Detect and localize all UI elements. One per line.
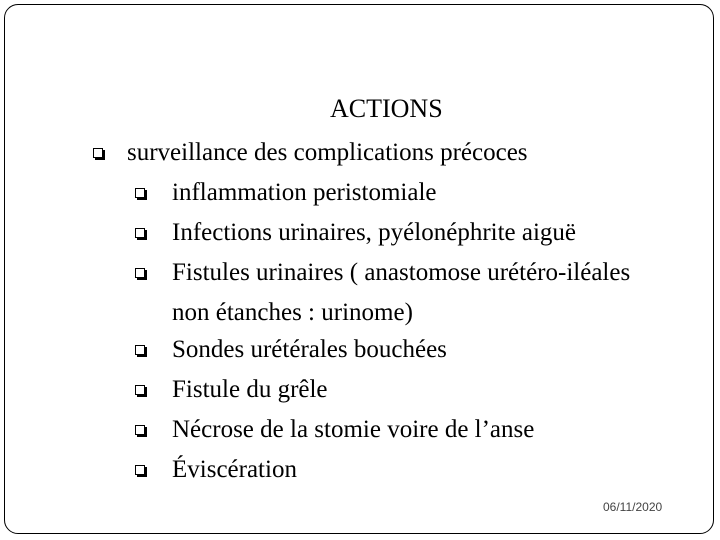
sub-bullet-text: Fistules urinaires ( anastomose urétéro-iléales <box>172 259 631 286</box>
sub-bullet-item <box>135 370 328 410</box>
sub-bullet-text: inflammation peristomiale <box>172 179 437 206</box>
main-bullet-text: surveillance des complications précoces <box>127 139 528 166</box>
sub-bullet-text: Sondes urétérales bouchées <box>172 336 447 363</box>
sub-bullet-text: Fistule du grêle <box>172 376 328 403</box>
sub-bullet-item <box>135 213 576 253</box>
sub-bullet-text: Nécrose de la stomie voire de l’anse <box>172 416 535 443</box>
main-bullet-item <box>93 133 528 173</box>
sub-bullet-item <box>135 253 630 333</box>
slide-date: 06/11/2020 <box>603 500 663 514</box>
square-bullet-icon <box>135 465 145 475</box>
slide-title: ACTIONS <box>330 94 443 123</box>
square-bullet-icon <box>135 228 145 238</box>
sub-bullet-text: Éviscération <box>172 456 297 483</box>
sub-bullet-item <box>135 330 447 370</box>
square-bullet-icon <box>135 188 145 198</box>
square-bullet-icon <box>135 268 145 278</box>
square-bullet-icon <box>135 425 145 435</box>
sub-bullet-text: Infections urinaires, pyélonéphrite aiguë <box>172 219 577 246</box>
square-bullet-icon <box>93 148 103 158</box>
sub-bullet-item <box>135 410 534 450</box>
sub-bullet-item <box>135 173 437 213</box>
sub-bullet-item <box>135 450 297 490</box>
square-bullet-icon <box>135 385 145 395</box>
sub-bullet-text-block <box>172 253 630 333</box>
sub-bullet-text-continuation: non étanches : urinome) <box>172 299 413 326</box>
square-bullet-icon <box>135 345 145 355</box>
